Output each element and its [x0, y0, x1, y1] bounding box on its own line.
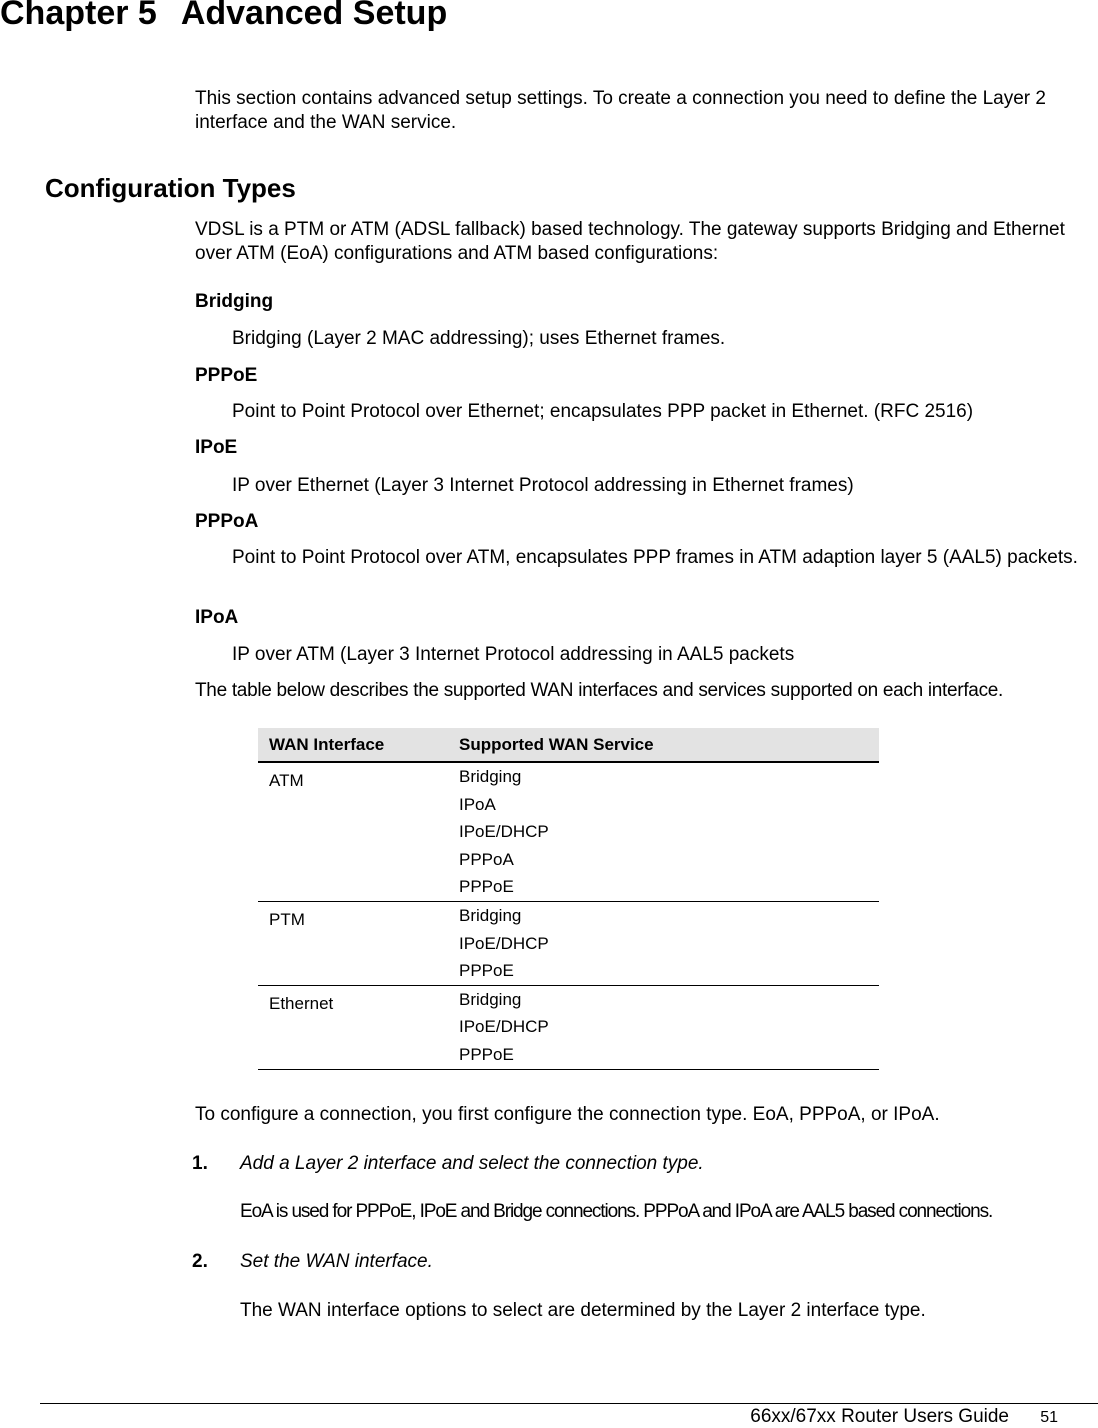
service-item: IPoA: [459, 794, 496, 814]
term-bridging: Bridging: [195, 291, 274, 312]
step-text: Set the WAN interface.: [240, 1251, 433, 1272]
service-item: IPoE/DHCP: [459, 933, 549, 953]
section-intro: VDSL is a PTM or ATM (ADSL fallback) based technology. The gateway supports Bridging and Ethernet over ATM (EoA) configurations and ATM based configurations:: [195, 219, 1065, 264]
header-wan-interface: WAN Interface: [258, 728, 459, 762]
configure-paragraph: To configure a connection, you first configure the connection type. EoA, PPPoA, or IPoA.: [195, 1104, 940, 1125]
table-row: [258, 762, 879, 901]
service-item: PPPoA: [459, 849, 514, 869]
chapter-title: [0, 0, 447, 33]
table-intro: The table below describes the supported WAN interfaces and services supported on each interface.: [195, 680, 1004, 701]
footer-divider: [40, 1403, 1098, 1404]
step-note: The WAN interface options to select are determined by the Layer 2 interface type.: [240, 1300, 926, 1321]
chapter-name: Advanced Setup: [180, 0, 448, 32]
desc-ipoa: IP over ATM (Layer 3 Internet Protocol addressing in AAL5 packets: [232, 644, 795, 665]
service-item: Bridging: [459, 767, 522, 786]
header-supported-service: Supported WAN Service: [459, 728, 879, 762]
interface-cell: ATM: [258, 762, 459, 901]
service-item: Bridging: [459, 905, 522, 925]
services-cell: [459, 901, 879, 985]
service-item: PPPoE: [459, 961, 514, 981]
table-header-row: [258, 728, 879, 762]
section-title: Configuration Types: [45, 173, 296, 203]
term-ipoe: IPoE: [195, 437, 238, 458]
service-item: PPPoE: [459, 877, 514, 897]
desc-pppoe: Point to Point Protocol over Ethernet; encapsulates PPP packet in Ethernet. (RFC 2516): [232, 401, 974, 422]
service-item: IPoE/DHCP: [459, 1017, 549, 1037]
step-number: 1.: [192, 1153, 208, 1174]
page-number: 51: [1040, 1409, 1058, 1426]
interface-cell: PTM: [258, 901, 459, 985]
term-ipoa: IPoA: [195, 607, 239, 628]
step-number: 2.: [192, 1251, 208, 1272]
service-item: IPoE/DHCP: [459, 822, 549, 842]
service-item: Bridging: [459, 989, 522, 1009]
intro-paragraph: This section contains advanced setup settings. To create a connection you need to define the Layer 2 interface and the WAN service.: [195, 88, 1046, 133]
chapter-number: Chapter 5: [0, 0, 157, 32]
desc-ipoe: IP over Ethernet (Layer 3 Internet Protocol addressing in Ethernet frames): [232, 475, 854, 496]
service-item: PPPoE: [459, 1044, 514, 1064]
step-text: Add a Layer 2 interface and select the connection type.: [240, 1153, 704, 1174]
term-pppoe: PPPoE: [195, 365, 258, 386]
term-pppoa: PPPoA: [195, 511, 259, 532]
footer-guide-title: 66xx/67xx Router Users Guide: [750, 1406, 1009, 1427]
desc-pppoa: Point to Point Protocol over ATM, encapsulates PPP frames in ATM adaption layer 5 (AAL5) packets.: [232, 547, 1078, 568]
table-row: [258, 985, 879, 1069]
table-row: [258, 901, 879, 985]
wan-services-table: [258, 728, 879, 1070]
desc-bridging: Bridging (Layer 2 MAC addressing); uses Ethernet frames.: [232, 328, 726, 349]
services-cell: [459, 762, 879, 901]
services-cell: [459, 985, 879, 1069]
step-note: EoA is used for PPPoE, IPoE and Bridge connections. PPPoA and IPoA are AAL5 based connections.: [240, 1201, 993, 1222]
interface-cell: Ethernet: [258, 985, 459, 1069]
